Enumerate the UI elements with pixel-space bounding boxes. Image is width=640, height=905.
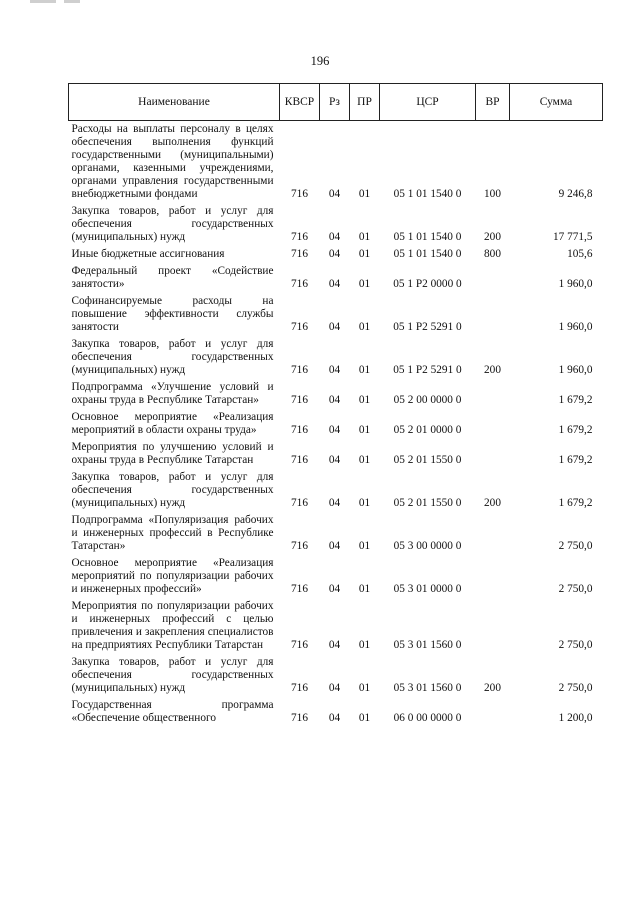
table-row [69,514,603,557]
page-number: 196 [310,54,330,68]
budget-table [68,83,603,729]
cell-kvsr: 716 [291,682,308,694]
cell-name: Подпрограмма «Популяризация рабочих и инженерных профессий в Республике Татарстан» [71,514,274,552]
table-header-row [69,84,603,121]
cell-csr: 05 3 01 0000 0 [393,583,462,595]
cell-rz: 04 [328,278,341,290]
cell-name: Основное мероприятие «Реализация мероприятий в области охраны труда» [71,411,274,436]
cell-csr: 06 0 00 0000 0 [393,712,462,724]
header-csr: ЦСР [380,84,476,121]
cell-csr: 05 3 01 1560 0 [393,682,462,694]
table-row [69,265,603,295]
cell-pr: 01 [358,321,371,333]
cell-vr [476,514,510,557]
table-row [69,295,603,338]
cell-kvsr: 716 [291,497,308,509]
table-row [69,248,603,265]
cell-sum: 1 679,2 [558,424,593,436]
cell-csr: 05 3 01 1560 0 [393,639,462,651]
cell-rz: 04 [328,497,341,509]
cell-name: Иные бюджетные ассигнования [71,248,225,260]
cell-rz: 04 [328,540,341,552]
cell-kvsr: 716 [291,424,308,436]
cell-name: Государственная программа «Обеспечение общественного [71,699,274,724]
cell-sum: 2 750,0 [558,682,593,694]
cell-pr: 01 [358,248,371,260]
table-row [69,381,603,411]
cell-csr: 05 1 Р2 5291 0 [393,321,462,333]
cell-vr: 200 [484,682,501,694]
table-row [69,411,603,441]
cell-kvsr: 716 [291,188,308,200]
cell-vr [476,600,510,656]
cell-rz: 04 [328,364,341,376]
cell-sum: 1 679,2 [558,497,593,509]
cell-rz: 04 [328,248,341,260]
cell-pr: 01 [358,231,371,243]
cell-vr [476,699,510,729]
cell-vr [476,557,510,600]
cell-csr: 05 2 01 1550 0 [393,454,462,466]
cell-csr: 05 2 00 0000 0 [393,394,462,406]
cell-pr: 01 [358,497,371,509]
cell-rz: 04 [328,394,341,406]
cell-kvsr: 716 [291,394,308,406]
table-row [69,205,603,248]
cell-name: Мероприятия по популяризации рабочих и инженерных профессий с целью привлечения и закрепления специалистов на предприятиях Республики Татарстан [71,600,274,651]
cell-kvsr: 716 [291,712,308,724]
cell-kvsr: 716 [291,583,308,595]
cell-sum: 2 750,0 [558,540,593,552]
cell-kvsr: 716 [291,639,308,651]
cell-rz: 04 [328,231,341,243]
scan-artifact-left [30,0,56,3]
cell-sum: 2 750,0 [558,639,593,651]
cell-sum: 2 750,0 [558,583,593,595]
cell-vr: 200 [484,231,501,243]
cell-name: Подпрограмма «Улучшение условий и охраны труда в Республике Татарстан» [71,381,274,406]
cell-sum: 105,6 [567,248,593,260]
cell-sum: 1 960,0 [558,364,593,376]
cell-sum: 1 960,0 [558,321,593,333]
cell-kvsr: 716 [291,231,308,243]
cell-vr [476,441,510,471]
cell-kvsr: 716 [291,321,308,333]
cell-vr [476,265,510,295]
cell-name: Расходы на выплаты персоналу в целях обеспечения выполнения функций государственными (муниципальными) органами, казенными учреждениями, органами управления государственными внебюджетными фондами [71,123,274,200]
cell-vr: 200 [484,497,501,509]
table-row [69,699,603,729]
cell-rz: 04 [328,682,341,694]
scan-artifact-right [64,0,80,3]
cell-sum: 1 679,2 [558,394,593,406]
cell-name: Софинансируемые расходы на повышение эффективности службы занятости [71,295,274,333]
table-body [69,121,603,730]
cell-csr: 05 3 00 0000 0 [393,540,462,552]
cell-pr: 01 [358,583,371,595]
cell-rz: 04 [328,712,341,724]
cell-sum: 9 246,8 [558,188,593,200]
header-vr: ВР [476,84,510,121]
table-row [69,600,603,656]
cell-name: Мероприятия по улучшению условий и охраны труда в Республике Татарстан [71,441,274,466]
cell-sum: 1 679,2 [558,454,593,466]
header-kvsr: КВСР [280,84,320,121]
cell-kvsr: 716 [291,454,308,466]
cell-csr: 05 2 01 0000 0 [393,424,462,436]
cell-rz: 04 [328,583,341,595]
cell-pr: 01 [358,639,371,651]
cell-vr: 100 [484,188,501,200]
cell-csr: 05 1 Р2 5291 0 [393,364,462,376]
cell-rz: 04 [328,424,341,436]
cell-name: Федеральный проект «Содействие занятости» [71,265,274,290]
table-row [69,557,603,600]
cell-pr: 01 [358,394,371,406]
cell-rz: 04 [328,639,341,651]
header-name: Наименование [69,84,280,121]
cell-name: Закупка товаров, работ и услуг для обеспечения государственных (муниципальных) нужд [71,471,274,509]
table-row [69,471,603,514]
cell-pr: 01 [358,278,371,290]
cell-vr: 200 [484,364,501,376]
table-row [69,656,603,699]
cell-vr: 800 [484,248,501,260]
cell-pr: 01 [358,682,371,694]
cell-pr: 01 [358,454,371,466]
cell-name: Закупка товаров, работ и услуг для обеспечения государственных (муниципальных) нужд [71,656,274,694]
cell-vr [476,381,510,411]
cell-csr: 05 1 Р2 0000 0 [393,278,462,290]
cell-vr [476,295,510,338]
cell-name: Закупка товаров, работ и услуг для обеспечения государственных (муниципальных) нужд [71,338,274,376]
table-row [69,338,603,381]
cell-name: Закупка товаров, работ и услуг для обеспечения государственных (муниципальных) нужд [71,205,274,243]
cell-pr: 01 [358,188,371,200]
cell-pr: 01 [358,424,371,436]
cell-pr: 01 [358,712,371,724]
cell-rz: 04 [328,321,341,333]
header-pr: ПР [350,84,380,121]
cell-name: Основное мероприятие «Реализация мероприятий по популяризации рабочих и инженерных профессий» [71,557,274,595]
cell-csr: 05 2 01 1550 0 [393,497,462,509]
cell-pr: 01 [358,540,371,552]
cell-kvsr: 716 [291,364,308,376]
cell-rz: 04 [328,188,341,200]
cell-pr: 01 [358,364,371,376]
cell-csr: 05 1 01 1540 0 [393,231,462,243]
cell-csr: 05 1 01 1540 0 [393,188,462,200]
cell-kvsr: 716 [291,248,308,260]
cell-vr [476,411,510,441]
cell-csr: 05 1 01 1540 0 [393,248,462,260]
table-row [69,441,603,471]
cell-kvsr: 716 [291,540,308,552]
cell-rz: 04 [328,454,341,466]
cell-sum: 17 771,5 [552,231,593,243]
header-sum: Сумма [510,84,603,121]
cell-sum: 1 960,0 [558,278,593,290]
header-rz: Рз [320,84,350,121]
table-row [69,121,603,206]
cell-sum: 1 200,0 [558,712,593,724]
cell-kvsr: 716 [291,278,308,290]
